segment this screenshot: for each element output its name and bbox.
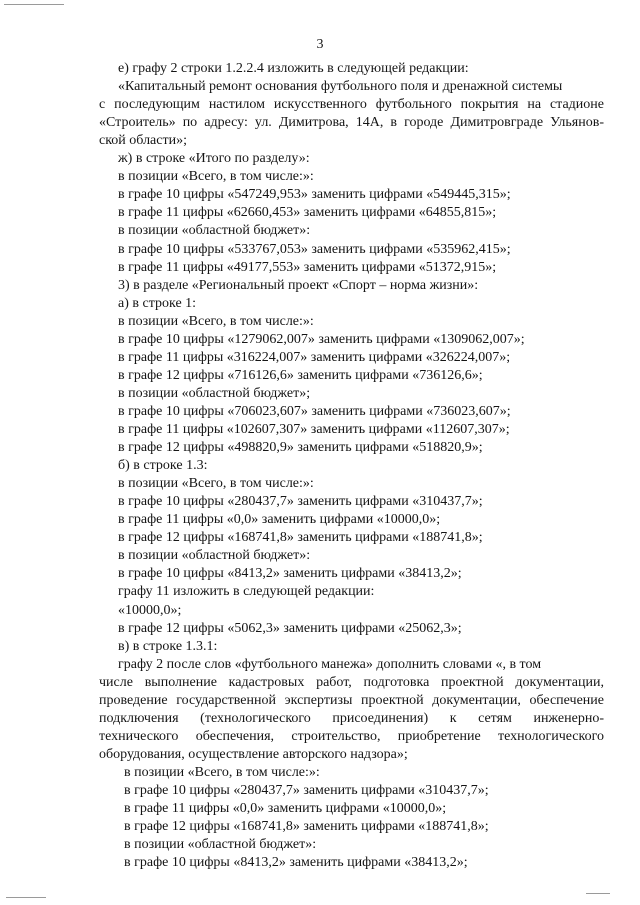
text-line bbox=[0, 150, 640, 168]
text-line bbox=[0, 78, 640, 96]
scan-artifact-top-left bbox=[4, 4, 64, 5]
scan-artifact-bottom-right bbox=[586, 893, 610, 894]
text-line-content: с последующим настилом искусственного футбольного покрытия на стадионе bbox=[99, 97, 604, 113]
text-line bbox=[0, 728, 640, 746]
text-line-content: в) в строке 1.3.1: bbox=[118, 638, 218, 654]
text-line bbox=[0, 782, 640, 800]
text-line-content: в графе 10 цифры «280437,7» заменить цифрами «310437,7»; bbox=[118, 494, 483, 510]
text-line-content: графу 11 изложить в следующей редакции: bbox=[118, 584, 375, 600]
text-line bbox=[0, 583, 640, 601]
text-line bbox=[0, 854, 640, 872]
text-line bbox=[0, 60, 640, 78]
text-line-content: 3) в разделе «Региональный проект «Спорт – норма жизни»: bbox=[118, 277, 479, 293]
text-line bbox=[0, 493, 640, 511]
text-line-content: в графе 10 цифры «1279062,007» заменить цифрами «1309062,007»; bbox=[118, 331, 525, 347]
text-line-content: «Строитель» по адресу: ул. Димитрова, 14А, в городе Димитровграде Ульянов- bbox=[99, 115, 604, 131]
text-line-content: подключения (технологического присоединения) к сетям инженерно- bbox=[99, 710, 604, 726]
text-line-content: в позиции «Всего, в том числе:»: bbox=[118, 169, 314, 185]
text-line-content: в графе 10 цифры «8413,2» заменить цифрами «38413,2»; bbox=[118, 566, 462, 582]
text-line bbox=[0, 836, 640, 854]
text-line-content: в графе 10 цифры «280437,7» заменить цифрами «310437,7»; bbox=[124, 783, 489, 798]
text-line-content: оборудования, осуществление авторского надзора»; bbox=[99, 746, 408, 762]
text-line bbox=[0, 674, 640, 692]
text-line bbox=[0, 511, 640, 529]
text-line bbox=[0, 132, 640, 150]
text-line bbox=[0, 403, 640, 421]
text-line-content: в графе 11 цифры «0,0» заменить цифрами «10000,0»; bbox=[124, 801, 447, 817]
text-line bbox=[0, 277, 640, 295]
text-line bbox=[0, 746, 640, 764]
text-line bbox=[0, 475, 640, 493]
scan-artifact-bottom-left bbox=[6, 897, 46, 898]
text-line bbox=[0, 114, 640, 132]
text-line-content: в графе 12 цифры «716126,6» заменить цифрами «736126,6»; bbox=[118, 367, 483, 383]
text-line bbox=[0, 168, 640, 186]
text-line-content: а) в строке 1: bbox=[118, 295, 197, 311]
text-line bbox=[0, 241, 640, 259]
text-line-content: «Капитальный ремонт основания футбольного поля и дренажной системы bbox=[118, 79, 563, 95]
text-line bbox=[0, 96, 640, 114]
text-line bbox=[0, 565, 640, 583]
text-line-content: в графе 11 цифры «49177,553» заменить цифрами «51372,915»; bbox=[118, 259, 497, 275]
text-line bbox=[0, 295, 640, 313]
text-line-content: проведение государственной экспертизы проектной документации, обеспечение bbox=[99, 692, 604, 708]
text-line bbox=[0, 692, 640, 710]
text-line bbox=[0, 764, 640, 782]
text-line-content: «10000,0»; bbox=[118, 602, 182, 618]
text-line-content: в графе 11 цифры «102607,307» заменить цифрами «112607,307»; bbox=[118, 422, 510, 437]
text-line-content: в графе 12 цифры «5062,3» заменить цифрами «25062,3»; bbox=[118, 620, 462, 636]
text-line-content: в позиции «областной бюджет»: bbox=[124, 837, 317, 853]
text-line bbox=[0, 638, 640, 656]
text-line-content: б) в строке 1.3: bbox=[118, 458, 208, 474]
text-line bbox=[0, 602, 640, 620]
text-line-content: в графе 11 цифры «62660,453» заменить цифрами «64855,815»; bbox=[118, 205, 497, 221]
text-line-content: в графе 12 цифры «498820,9» заменить цифрами «518820,9»; bbox=[118, 440, 483, 456]
text-line-content: технического обеспечения, строительство, приобретение технологического bbox=[99, 728, 604, 744]
text-line bbox=[0, 710, 640, 728]
text-line bbox=[0, 620, 640, 638]
text-line-content: в позиции «Всего, в том числе:»: bbox=[124, 764, 320, 780]
text-line-content: в графе 12 цифры «168741,8» заменить цифрами «188741,8»; bbox=[124, 819, 489, 835]
text-line bbox=[0, 656, 640, 674]
text-line-content: в графе 10 цифры «8413,2» заменить цифрами «38413,2»; bbox=[124, 855, 468, 871]
text-line-content: в графе 10 цифры «533767,053» заменить цифрами «535962,415»; bbox=[118, 241, 511, 257]
text-line-content: в позиции «Всего, в том числе:»: bbox=[118, 476, 314, 492]
text-line bbox=[0, 186, 640, 204]
text-line-content: е) графу 2 строки 1.2.2.4 изложить в следующей редакции: bbox=[118, 61, 469, 76]
text-line bbox=[0, 529, 640, 547]
text-line bbox=[0, 349, 640, 367]
text-line-content: в позиции «областной бюджет»: bbox=[118, 548, 311, 564]
text-line bbox=[0, 421, 640, 439]
text-line-content: в позиции «Всего, в том числе:»: bbox=[118, 313, 314, 329]
text-line-content: ж) в строке «Итого по разделу»: bbox=[118, 151, 310, 167]
text-line bbox=[0, 222, 640, 240]
text-line bbox=[0, 331, 640, 349]
text-line bbox=[0, 818, 640, 836]
text-line-content: в графе 12 цифры «168741,8» заменить цифрами «188741,8»; bbox=[118, 530, 483, 546]
text-line-content: в позиции «областной бюджет»; bbox=[118, 385, 311, 401]
text-line-content: в графе 11 цифры «0,0» заменить цифрами «10000,0»; bbox=[118, 512, 441, 528]
text-line bbox=[0, 385, 640, 403]
text-line bbox=[0, 439, 640, 457]
text-line-content: в графе 10 цифры «547249,953» заменить цифрами «549445,315»; bbox=[118, 187, 511, 203]
text-line bbox=[0, 547, 640, 565]
text-line-content: числе выполнение кадастровых работ, подготовка проектной документации, bbox=[99, 674, 604, 690]
text-line bbox=[0, 313, 640, 331]
text-line-content: в графе 10 цифры «706023,607» заменить цифрами «736023,607»; bbox=[118, 403, 511, 419]
text-line bbox=[0, 367, 640, 385]
page-number: 3 bbox=[316, 37, 324, 52]
text-line bbox=[0, 204, 640, 222]
text-line-content: в позиции «областной бюджет»: bbox=[118, 223, 311, 239]
text-line-content: графу 2 после слов «футбольного манежа» дополнить словами «, в том bbox=[118, 656, 542, 672]
text-line-content: в графе 11 цифры «316224,007» заменить цифрами «326224,007»; bbox=[118, 349, 511, 365]
text-line-content: ской области»; bbox=[99, 133, 187, 149]
text-line bbox=[0, 800, 640, 818]
text-line bbox=[0, 457, 640, 475]
text-line bbox=[0, 259, 640, 277]
